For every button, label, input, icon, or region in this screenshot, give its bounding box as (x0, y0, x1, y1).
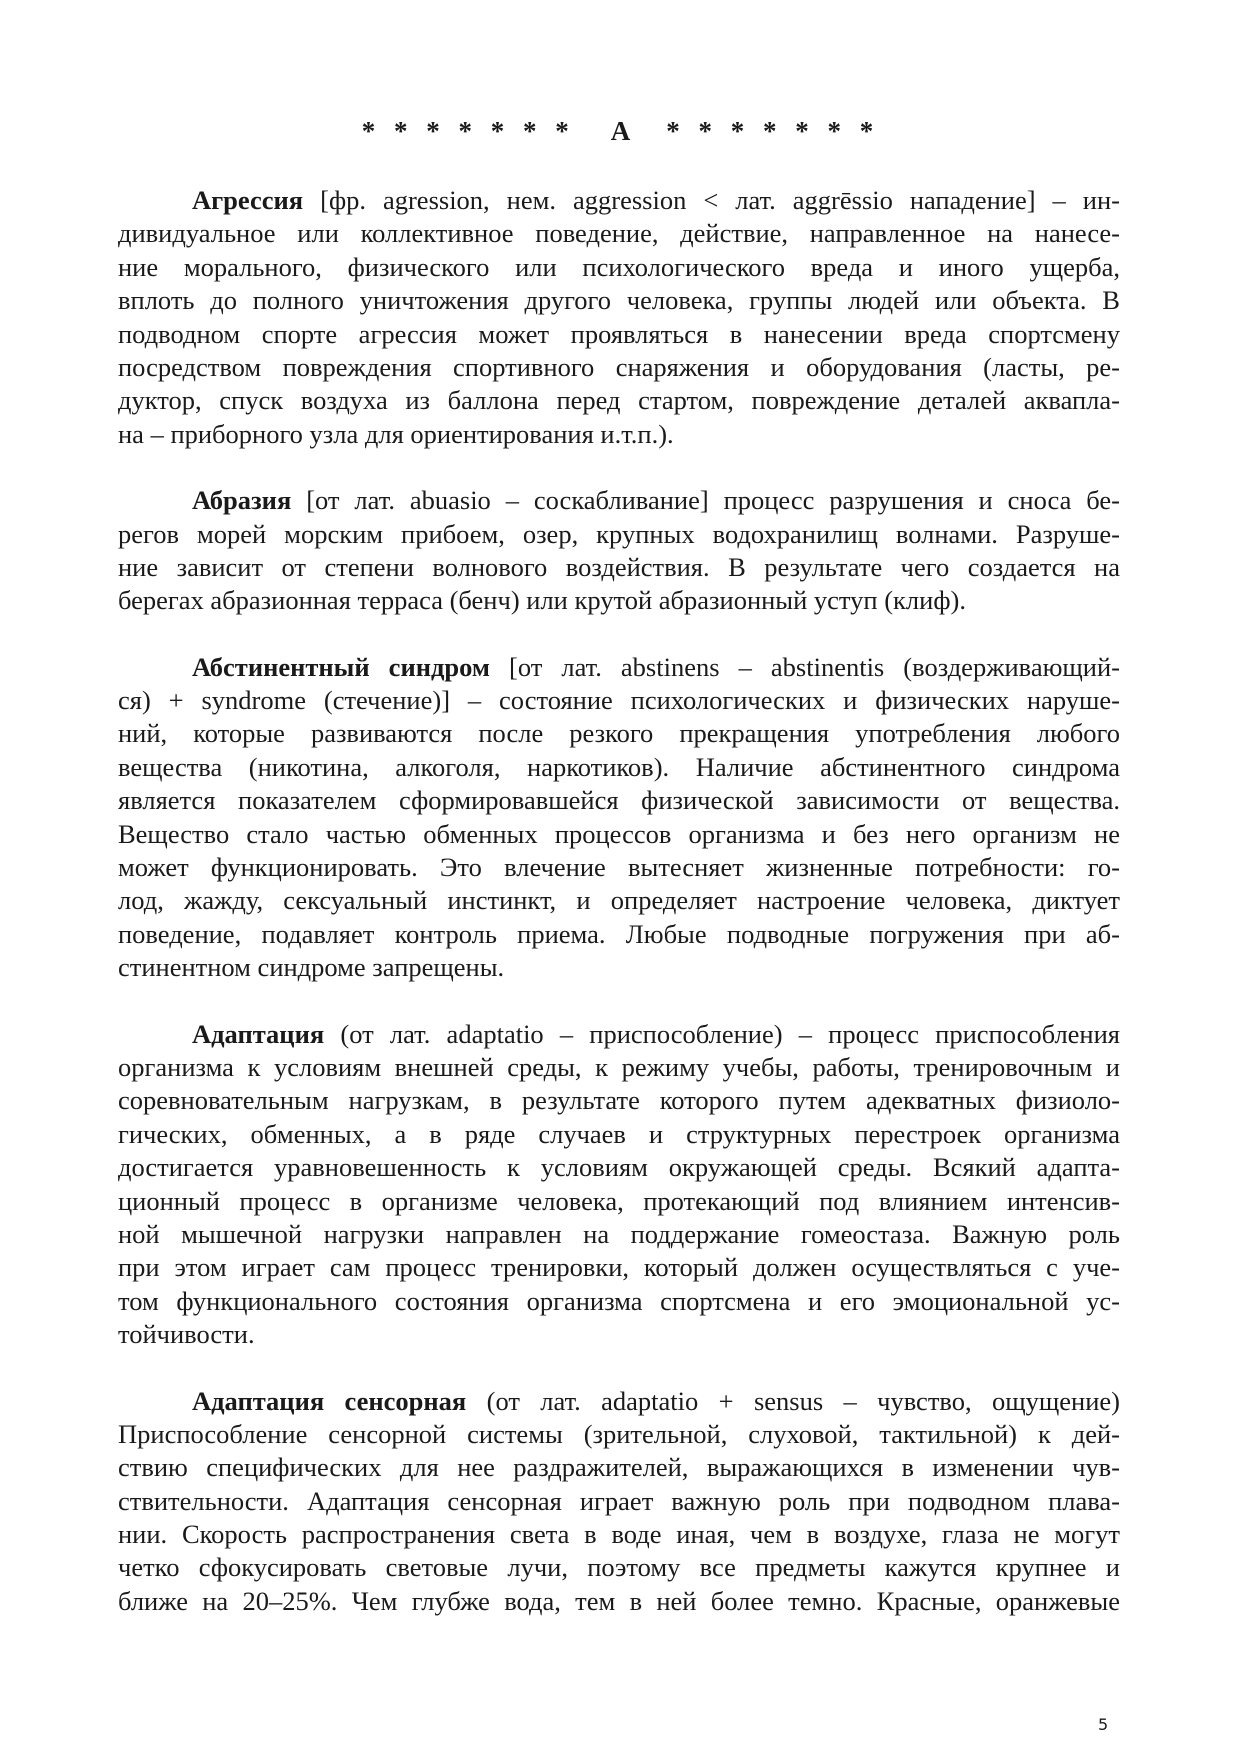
entry-line: поведение, подавляет контроль приема. Любые подводные погружения при аб- (118, 918, 1120, 949)
entry-line: вещества (никотина, алкоголя, наркотиков). Наличие абстинентного синдрома (118, 751, 1120, 782)
entry-line: регов морей морским прибоем, озер, крупных водохранилищ волнами. Разруше- (118, 518, 1120, 549)
entry-line: дивидуальное или коллективное поведение, действие, направленное на нанесе- (118, 218, 1120, 249)
entry-line: стинентном синдроме запрещены. (118, 952, 505, 983)
entry-line: ствительности. Адаптация сенсорная играет важную роль при подводном плава- (118, 1485, 1120, 1516)
glossary-entry-abraziya (118, 484, 1120, 618)
entry-term: Абстинентный синдром (192, 651, 490, 682)
glossary-content (118, 184, 1120, 1651)
entry-text: (от лат. adaptatio + sensus – чувство, ощущение) (466, 1385, 1120, 1416)
entry-line: ближе на 20–25%. Чем глубже вода, тем в ней более темно. Красные, оранжевые (118, 1585, 1120, 1616)
glossary-entry-adaptatsiya (118, 1018, 1120, 1352)
entry-line: подводном спорте агрессия может проявляться в нанесении вреда спортсмену (118, 318, 1120, 349)
entry-line: посредством повреждения спортивного снаряжения и оборудования (ласты, ре- (118, 351, 1120, 382)
entry-line: ной мышечной нагрузки направлен на поддержание гомеостаза. Важную роль (118, 1218, 1120, 1249)
entry-line: дуктор, спуск воздуха из баллона перед стартом, повреждение деталей аквапла- (118, 385, 1120, 416)
entry-term: Абразия (192, 485, 292, 516)
entry-line (118, 1018, 1120, 1051)
entry-line: тойчивости. (118, 1319, 255, 1350)
entry-line (118, 484, 1120, 517)
entry-line: лод, жажду, сексуальный инстинкт, и определяет настроение человека, диктует (118, 885, 1120, 916)
entry-line: ние морального, физического или психологического вреда и иного ущерба, (118, 251, 1120, 282)
entry-line: при этом играет сам процесс тренировки, который должен осуществляться с уче- (118, 1252, 1120, 1283)
entry-line: является показателем сформировавшейся физической зависимости от вещества. (118, 785, 1120, 816)
entry-line: берегах абразионная терраса (бенч) или крутой абразионный уступ (клиф). (118, 585, 966, 616)
entry-line: на – приборного узла для ориентирования и.т.п.). (118, 418, 674, 449)
entry-text: (от лат. adaptatio – приспособление) – процесс приспособления (324, 1018, 1120, 1049)
glossary-entry-abstinentny-sindrom (118, 651, 1120, 985)
entry-line: ствию специфических для нее раздражителей, выражающихся в изменении чув- (118, 1452, 1120, 1483)
entry-line: соревновательным нагрузкам, в результате которого путем адекватных физиоло- (118, 1085, 1120, 1116)
glossary-entry-adaptatsiya-sensornaya (118, 1385, 1120, 1619)
entry-line (118, 184, 1120, 217)
entry-line (118, 651, 1120, 684)
entry-term: Адаптация (192, 1018, 325, 1049)
entry-line: ся) + syndrome (стечение)] – состояние психологических и физических наруше- (118, 685, 1120, 716)
entry-line: том функционального состояния организма спортсмена и его эмоциональной ус- (118, 1285, 1120, 1316)
entry-line: Приспособление сенсорной системы (зрительной, слуховой, тактильной) к дей- (118, 1418, 1120, 1449)
entry-line: четко сфокусировать световые лучи, поэтому все предметы кажутся крупнее и (118, 1552, 1120, 1583)
entry-line: ние зависит от степени волнового воздействия. В результате чего создается на (118, 551, 1120, 582)
section-heading-stars-left: * * * * * * * (361, 116, 575, 146)
entry-line: Вещество стало частью обменных процессов организма и без него организм не (118, 818, 1120, 849)
entry-term: Агрессия (192, 185, 304, 215)
section-heading-stars-right: * * * * * * * (666, 116, 880, 146)
entry-text: [фр. agression, нем. aggression < лат. aggrēssio нападение] – ин- (303, 185, 1120, 215)
glossary-entry-agressiya (118, 184, 1120, 451)
section-heading-letter: А (610, 116, 631, 146)
entry-line: организма к условиям внешней среды, к режиму учебы, работы, тренировочным и (118, 1051, 1120, 1082)
entry-line: ционный процесс в организме человека, протекающий под влиянием интенсив- (118, 1185, 1120, 1216)
entry-line: нии. Скорость распространения света в воде иная, чем в воздухе, глаза не могут (118, 1519, 1120, 1550)
page-number: 5 (1098, 1715, 1109, 1734)
entry-line: гических, обменных, а в ряде случаев и структурных перестроек организма (118, 1118, 1120, 1149)
entry-line: может функционировать. Это влечение вытесняет жизненные потребности: го- (118, 852, 1120, 883)
entry-line: достигается уравновешенность к условиям окружающей среды. Всякий адапта- (118, 1152, 1120, 1183)
entry-text: [от лат. abstinens – abstinentis (воздерживающий- (489, 651, 1120, 682)
entry-term: Адаптация сенсорная (192, 1385, 467, 1416)
section-heading (0, 116, 1241, 147)
entry-text: [от лат. abuasio – соскабливание] процесс разрушения и сноса бе- (291, 485, 1120, 516)
entry-line (118, 1385, 1120, 1418)
entry-line: вплоть до полного уничтожения другого человека, группы людей или объекта. В (118, 285, 1120, 316)
entry-line: ний, которые развиваются после резкого прекращения употребления любого (118, 718, 1120, 749)
